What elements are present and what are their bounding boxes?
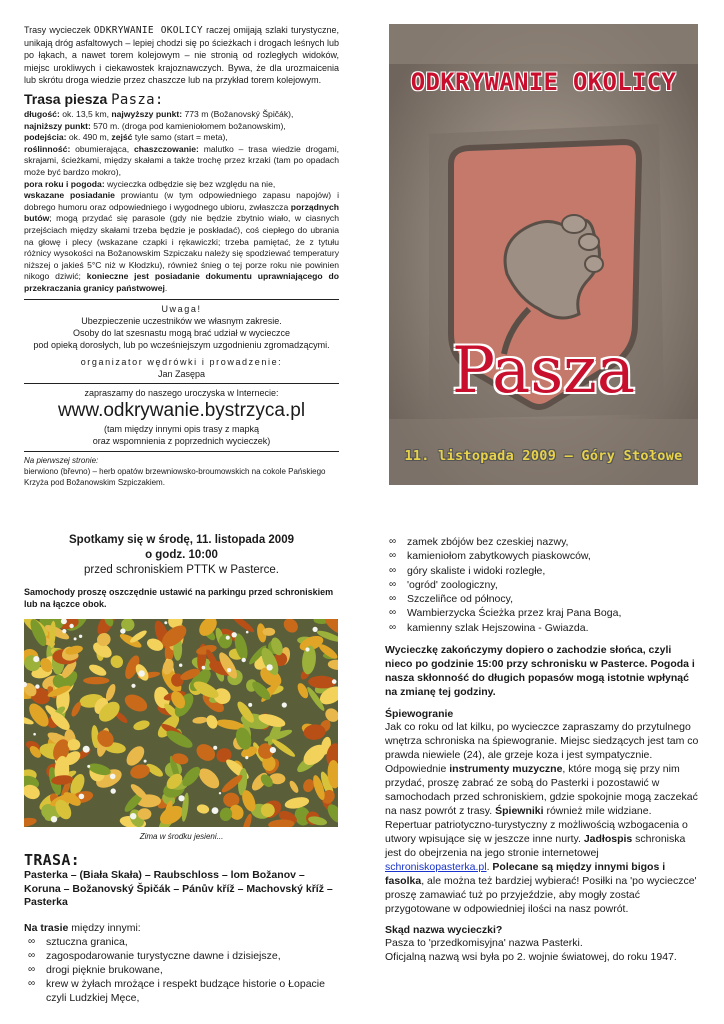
list-item: ∞ drogi pięknie brukowane, bbox=[28, 964, 163, 976]
trasa-path: Pasterka – (Biała Skała) – Raubschloss – lom Božanov – Koruna – Božanovský Špičák – Pánův kříž – Machovský kříž – Pasterka bbox=[24, 869, 333, 908]
bush-label: chaszczowanie: bbox=[133, 143, 199, 154]
bullet-icon: ∞ bbox=[389, 607, 397, 619]
internet-desc-1: (tam między innymi opis trasy z mapką bbox=[103, 423, 260, 434]
bush-value: malutko – trasa wiedzie drogami, skrajami, ścieżkami, między skałami a także trochę przez krzaki (tam po opadach może być bardzo mokro), bbox=[24, 143, 340, 177]
divider bbox=[24, 299, 339, 300]
leaf-shape bbox=[138, 808, 152, 819]
bullet-icon: ∞ bbox=[389, 578, 397, 590]
snow-speck bbox=[305, 647, 309, 651]
meeting-date: Spotkamy się w środę, 11. listopada 2009 bbox=[69, 534, 294, 546]
equipment-text-2: ; mogą przydać się parasole (gdy nie będzie zbytnio wiało, w ciasnych przejściach między skałami trzeba będzie je poskładać), coś ciepłego do ubrania na głowę i plecy (wskazane czapki i rękawiczki; trzeba pamiętać, że z tytułu różnicy wysokości na Božanowskim Szpiczaku należy się spodziewać temperatury niższej o jakieś 5°C niż w Kłodzku), również śnieg o tej porze roku nie powinien nikogo dziwić; bbox=[24, 213, 339, 282]
snow-speck bbox=[110, 774, 116, 780]
snow-speck bbox=[131, 684, 135, 688]
snow-speck bbox=[164, 621, 167, 624]
hostel-website-link[interactable]: schroniskopasterka.pl bbox=[385, 861, 487, 874]
left-top-column bbox=[24, 24, 339, 488]
high-value: 773 m (Božanovský Špičák), bbox=[184, 109, 294, 120]
first-page-text: bierwiono (břevno) – herb opatów brzewniowsko-broumowskich na cokole Pańskiego Krzyża pod Božanowskim Szpiczakiem. bbox=[24, 466, 326, 487]
snow-speck bbox=[245, 756, 248, 759]
snow-speck bbox=[51, 816, 57, 822]
cover-poster bbox=[389, 24, 698, 485]
list-item: ∞ góry skaliste i widoki rozległe, bbox=[389, 564, 546, 577]
songbooks-bold: Śpiewniki bbox=[495, 805, 544, 818]
snow-speck bbox=[33, 656, 39, 662]
left-bottom-column bbox=[24, 533, 339, 1005]
instruments-bold: instrumenty muzyczne bbox=[449, 763, 563, 776]
snow-speck bbox=[219, 792, 221, 794]
internet-invite: zapraszamy do naszego uroczyska w Internecie: bbox=[84, 387, 279, 398]
snow-speck bbox=[69, 624, 73, 628]
leaf-shape bbox=[83, 677, 109, 684]
warning-line-1: Ubezpieczenie uczestników we własnym zakresie. bbox=[81, 315, 282, 326]
list-item: ∞ Szczeliñce od północy, bbox=[389, 593, 514, 606]
leaf-shape bbox=[263, 628, 276, 636]
brand-name: ODKRYWANIE OKOLICY bbox=[93, 25, 203, 36]
route-heading-name: Pasza: bbox=[111, 92, 164, 109]
route-heading bbox=[24, 91, 339, 108]
first-page-note bbox=[24, 455, 339, 488]
snow-speck bbox=[248, 703, 252, 707]
snow-speck bbox=[246, 631, 249, 634]
equipment-label: wskazane posiadanie bbox=[24, 190, 115, 201]
photo-caption: Zima w środku jesieni... bbox=[139, 832, 224, 841]
snow-speck bbox=[33, 733, 36, 736]
ascent-label: podejścia: bbox=[24, 132, 67, 143]
warning-box bbox=[24, 303, 339, 380]
poster-trip-name: Pasza bbox=[451, 334, 636, 408]
origin-heading: Skąd nazwa wycieczki? bbox=[385, 924, 503, 937]
right-bottom-column bbox=[385, 535, 700, 964]
warning-line-3: pod opieką dorosłych, lub po wcześniejszym uzgodnieniu zgromadzącymi. bbox=[33, 339, 330, 350]
plants-value: obumierająca, bbox=[75, 143, 130, 154]
snow-speck bbox=[212, 807, 219, 814]
poster-date: 11. listopada 2009 – Góry Stołowe bbox=[404, 448, 683, 464]
equipment-end: . bbox=[164, 282, 168, 293]
list-item: ∞ kamienny szlak Hejszowina - Gwiazda. bbox=[389, 621, 589, 634]
list-item: ∞ Wambierzycka Ścieżka przez kraj Pana Boga, bbox=[389, 607, 622, 620]
bullet-icon: ∞ bbox=[28, 950, 36, 961]
meeting-place: przed schroniskiem PTTK w Pasterce. bbox=[84, 564, 279, 576]
season-value: wycieczka odbędzie się bez względu na nie, bbox=[107, 178, 276, 189]
snow-speck bbox=[35, 684, 39, 688]
poster-title: ODKRYWANIE OKOLICY bbox=[410, 68, 677, 96]
snow-speck bbox=[79, 635, 82, 638]
list-item: ∞ kamieniołom zabytkowych piaskowców, bbox=[389, 550, 591, 563]
meeting-info bbox=[24, 533, 339, 578]
length-label: długość: bbox=[24, 109, 60, 120]
meeting-time: o godz. 10:00 bbox=[145, 549, 218, 561]
snow-speck bbox=[120, 628, 125, 633]
ascent-value: ok. 490 m, bbox=[68, 132, 110, 143]
high-label: najwyższy punkt: bbox=[111, 109, 183, 120]
snow-speck bbox=[138, 670, 145, 677]
singing-text: Jak co roku od lat kilku, po wycieczce zapraszamy do przytulnego wnętrza schroniska na śpiewogranie. Miejsc siedzących jest tam co prawda niewiele (24), ale grzeje koza i jest sympatycznie. Odpowiednie instrumenty muzyczne, które mogą się przy nim przydać, proszę zabrać ze sobą do Pasterki i pozostawić w samochodach przed schroniskiem, gdzie spokojnie mogą zaczekać na nasz powrót z trasy. Śpiewniki również mile widziane. Repertuar patriotyczno-turystyczny z możliwością wzbogacenia o utwory wpisujące się w jeszcze inne nurty. Jadłospis schroniska jest do obejrzenia na jego stronie internetowej schroniskopasterka.pl. Polecane są między innymi bigos i fasolka, ale można też bardziej wybierać! Posiłki na 'po wycieczce' proszę zamawiać tuż po przyjeździe, aby mogły zostać przygotowane w odpowiedniej ilości na nasz powrót. bbox=[385, 721, 699, 916]
snow-speck bbox=[62, 629, 66, 633]
bullet-icon: ∞ bbox=[28, 936, 36, 947]
snow-speck bbox=[130, 813, 136, 819]
end-time-note: Wycieczkę zakończymy dopiero o zachodzie słońca, czyli nieco po godzinie 15:00 przy schronisku w Pasterce. Pogoda i nasza skłonność do długich popasów mogą istotnie wpłynąć na zmianę tej godziny. bbox=[385, 644, 695, 699]
snow-speck bbox=[332, 679, 337, 684]
divider bbox=[24, 383, 339, 384]
snow-speck bbox=[144, 760, 147, 763]
snow-speck bbox=[227, 668, 231, 672]
bullet-icon: ∞ bbox=[389, 550, 397, 562]
bullet-icon: ∞ bbox=[389, 564, 397, 576]
list-item: ∞ sztuczna granica, bbox=[28, 936, 128, 948]
bullet-icon: ∞ bbox=[28, 978, 36, 989]
warning-line-2: Osoby do lat szesnastu mogą brać udział w wycieczce bbox=[72, 327, 291, 338]
low-value: 570 m. (droga pod kamieniołomem božanowskim), bbox=[93, 120, 286, 131]
equipment-documents: konieczne jest posiadanie dokumentu uprawniającego do przekraczania granicy państwowej bbox=[24, 271, 339, 293]
trasa-list-intro bbox=[24, 922, 339, 936]
snow-speck bbox=[282, 702, 287, 707]
equipment-text: prowiantu (w tym odpowiedniego zapasu napojów) i dobrego humoru oraz odpowiedniego i wygodnego ubioru, zwłaszcza bbox=[24, 190, 339, 212]
list-item: ∞ zagospodarowanie turystyczne dawne i dzisiejsze, bbox=[28, 950, 281, 962]
dishes-bold: Polecane są między innymi bigos i fasolka bbox=[385, 861, 666, 888]
menu-bold: Jadłospis bbox=[583, 833, 633, 846]
snow-speck bbox=[213, 746, 217, 750]
warning-title: Uwaga! bbox=[161, 303, 202, 314]
snow-speck bbox=[202, 666, 206, 670]
plants-label: roślinność: bbox=[24, 143, 71, 154]
route-details bbox=[24, 109, 339, 295]
snow-speck bbox=[83, 746, 90, 753]
length-value: ok. 13,5 km, bbox=[62, 109, 110, 120]
trasa-list-right bbox=[385, 535, 700, 635]
snow-speck bbox=[266, 664, 272, 670]
origin-text: Pasza to 'przedkomisyjna' nazwa Pasterki. Oficjalną nazwą wsi była po 2. wojnie światowej, do roku 1947. bbox=[385, 937, 677, 964]
snow-speck bbox=[226, 636, 230, 640]
route-heading-prefix: Trasa piesza bbox=[24, 91, 108, 108]
intro-text-rest: raczej omijają szlaki turystyczne, unikają dróg asfaltowych – lepiej chodzi się po ścieżkach i drogach leśnych lub po łąkach, a nawet torem kolejowym – nie stronią od rozległych widoków, miejsc urokliwych i ciekawostek krajoznawczych. Bywa, że dla urozmaicenia lub skrótu droga wiedzie przez chaszcze lub na przykład torem kolejowym. bbox=[24, 25, 339, 85]
list-item: ∞ zamek zbójów bez czeskiej nazwy, bbox=[389, 536, 569, 548]
snow-speck bbox=[313, 627, 318, 632]
list-item: ∞ krew w żyłach mrożące i respekt budzące historie o Łopacie czyli Ludzkiej Męce, bbox=[28, 978, 325, 1004]
low-label: najniższy punkt: bbox=[24, 120, 91, 131]
trasa-list-suffix: między innymi: bbox=[71, 921, 141, 934]
internet-desc-2: oraz wspomnienia z poprzednich wycieczek) bbox=[92, 435, 271, 446]
descent-label: zejść bbox=[111, 132, 133, 143]
singing-heading: Śpiewogranie bbox=[385, 708, 454, 721]
parking-note: Samochody proszę oszczędnie ustawić na parkingu przed schroniskiem lub na łączce obok. bbox=[24, 587, 334, 609]
organizer-label: organizator wędrówki i prowadzenie: bbox=[80, 356, 283, 367]
snow-speck bbox=[178, 795, 184, 801]
intro-text-start: Trasy wycieczek bbox=[24, 25, 91, 35]
descent-value: tyle samo (start = meta), bbox=[134, 132, 228, 143]
snow-speck bbox=[87, 765, 90, 768]
season-label: pora roku i pogoda: bbox=[24, 178, 105, 189]
list-item: ∞ 'ogród' zoologiczny, bbox=[389, 578, 498, 591]
trasa-list-left bbox=[24, 935, 339, 1005]
trasa-list-label: Na trasie bbox=[24, 921, 69, 934]
divider bbox=[24, 451, 339, 452]
bullet-icon: ∞ bbox=[389, 621, 397, 633]
autumn-leaves-photo bbox=[24, 619, 338, 827]
snow-speck bbox=[232, 632, 237, 637]
snow-speck bbox=[74, 637, 77, 640]
trasa-heading: TRASA: bbox=[24, 851, 80, 869]
snow-speck bbox=[179, 664, 182, 667]
snow-speck bbox=[111, 788, 116, 793]
organizer-name: Jan Zasępa bbox=[157, 368, 206, 379]
website-link[interactable]: www.odkrywanie.bystrzyca.pl bbox=[57, 399, 306, 421]
bullet-icon: ∞ bbox=[389, 536, 397, 547]
snow-speck bbox=[242, 658, 246, 662]
bullet-icon: ∞ bbox=[389, 593, 397, 605]
intro-paragraph bbox=[24, 24, 339, 86]
bullet-icon: ∞ bbox=[28, 964, 36, 975]
first-page-label: Na pierwszej stronie: bbox=[24, 455, 99, 465]
equipment-boots: porządnych butów bbox=[24, 201, 339, 224]
snow-speck bbox=[270, 747, 276, 753]
snow-speck bbox=[79, 794, 85, 800]
internet-box bbox=[24, 387, 339, 447]
